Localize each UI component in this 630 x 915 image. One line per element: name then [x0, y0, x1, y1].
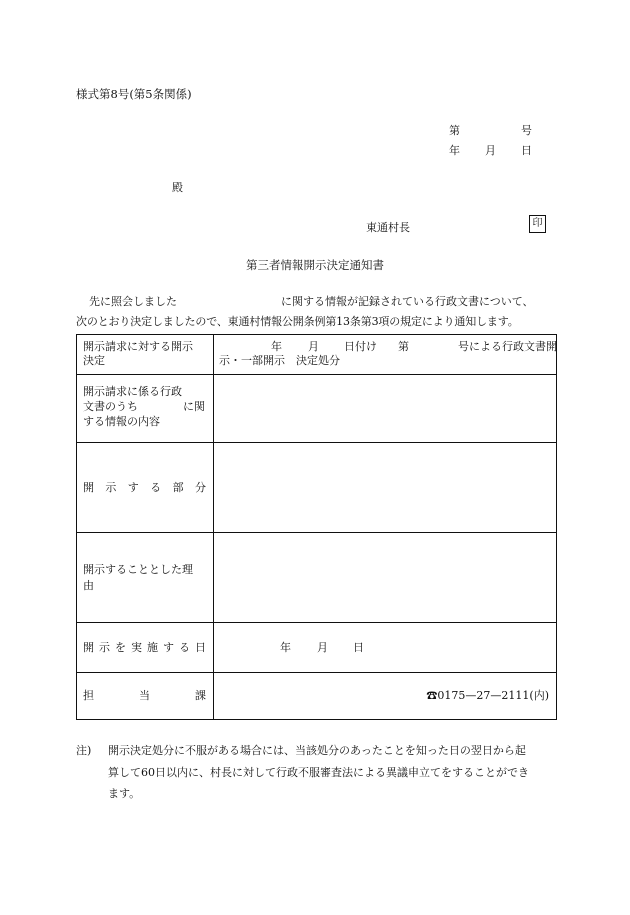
row-label-department [77, 673, 214, 720]
table-row [77, 443, 557, 533]
row-label-decision: 開示請求に対する開示 決定 [77, 335, 214, 375]
row-label-disclosed-part [77, 443, 214, 533]
department-label: 担 当 課 [83, 689, 206, 702]
row-value-implementation-date: 年 月 日 [214, 623, 557, 673]
table-row [77, 533, 557, 623]
row-value-department [214, 673, 557, 720]
number-go: 号 [521, 124, 532, 137]
table-row [77, 375, 557, 443]
body-line2: 次のとおり決定しましたので、東通村情報公開条例第13条第3項の規定により通知します。 [76, 315, 519, 328]
sender-name: 東通村長 [366, 221, 410, 234]
table-row [77, 623, 557, 673]
body-line1-b: に関する情報が記録されている行政文書について、 [281, 295, 534, 308]
implementation-date-label: 開 示 を 実 施 す る 日 [83, 641, 206, 654]
table-row [77, 673, 557, 720]
body-line1-a: 先に照会しました [89, 295, 177, 308]
row-label-implementation-date [77, 623, 214, 673]
row-value-content [214, 375, 557, 443]
form-label: 様式第8号(第5条関係) [76, 87, 192, 101]
note-line1: 開示決定処分に不服がある場合には、当該処分のあったことを知った日の翌日から起 [108, 744, 526, 757]
row-value-disclosed-part [214, 443, 557, 533]
date-month: 月 [485, 144, 496, 157]
phone-number: ☎0175—27—2111(内) [426, 689, 549, 702]
info-table [76, 334, 557, 720]
table-row [77, 335, 557, 375]
note-line3: ます。 [108, 787, 141, 800]
row-value-decision: 年 月 日付け 第 号による行政文書開 示・一部開示 決定処分 [214, 335, 557, 375]
note-mark: 注) [76, 744, 92, 757]
date-year: 年 [449, 144, 460, 157]
addressee-suffix: 殿 [172, 181, 183, 194]
row-label-reason: 開示することとした理 由 [77, 533, 214, 623]
disclosed-part-label: 開 示 す る 部 分 [83, 481, 206, 494]
note-line2: 算して60日以内に、村長に対して行政不服審査法による異議申立てをすることができ [108, 766, 529, 779]
date-day: 日 [521, 144, 532, 157]
document-title: 第三者情報開示決定通知書 [246, 258, 384, 272]
row-value-reason [214, 533, 557, 623]
number-dai: 第 [449, 124, 460, 137]
row-label-content: 開示請求に係る行政 文書のうち に関 する情報の内容 [77, 375, 214, 443]
seal-mark: 印 [529, 215, 546, 233]
